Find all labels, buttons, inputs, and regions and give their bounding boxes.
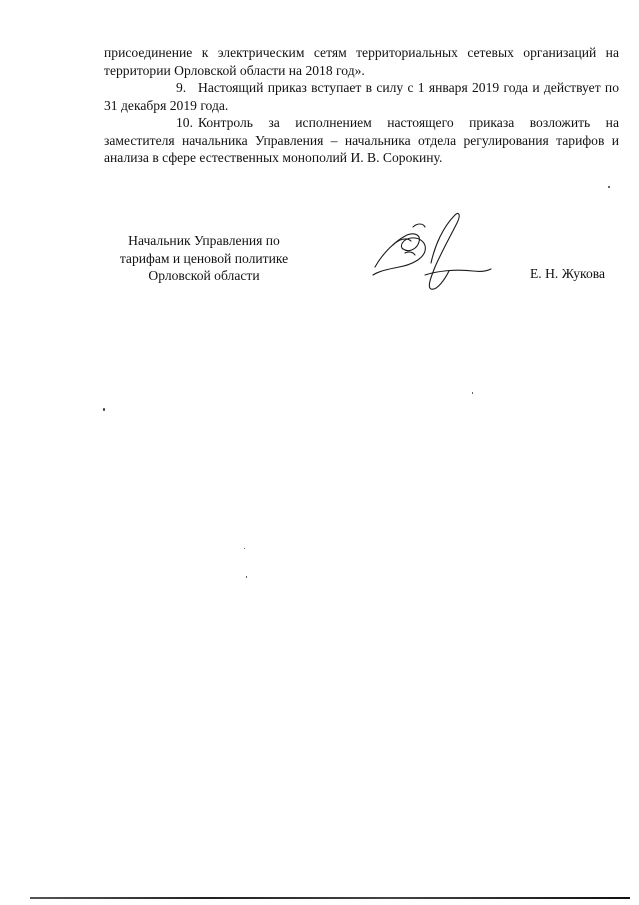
item-text-9: Настоящий приказ вступает в силу с 1 января 2019 года и действует по 31 декабря 2019 года. [104, 80, 619, 113]
paragraph-continuation: присоединение к электрическим сетям территориальных сетевых организаций на территории Орловской области на 2018 год». [104, 45, 619, 78]
signer-position-line-2: тарифам и ценовой политике [119, 250, 289, 266]
scan-speck [472, 392, 473, 394]
signer-position [104, 232, 304, 285]
signer-position-line-3: Орловской области [148, 268, 260, 283]
handwritten-signature [365, 205, 495, 295]
item-text-10: Контроль за исполнением настоящего приказа возложить на заместителя начальника Управления – начальника отдела регулирования тарифов и анализа в сфере естественных монополий И. В. Сорокину. [104, 115, 619, 165]
item-number-9: 9. [176, 80, 187, 95]
scan-speck [246, 576, 247, 578]
scan-speck [103, 408, 105, 411]
scan-speck [608, 186, 610, 188]
signer-position-line-1: Начальник Управления по [128, 233, 280, 248]
scan-speck [244, 548, 245, 549]
signer-name: Е. Н. Жукова [530, 266, 606, 281]
scan-bottom-edge [30, 897, 630, 899]
item-number-10: 10. [176, 115, 193, 130]
